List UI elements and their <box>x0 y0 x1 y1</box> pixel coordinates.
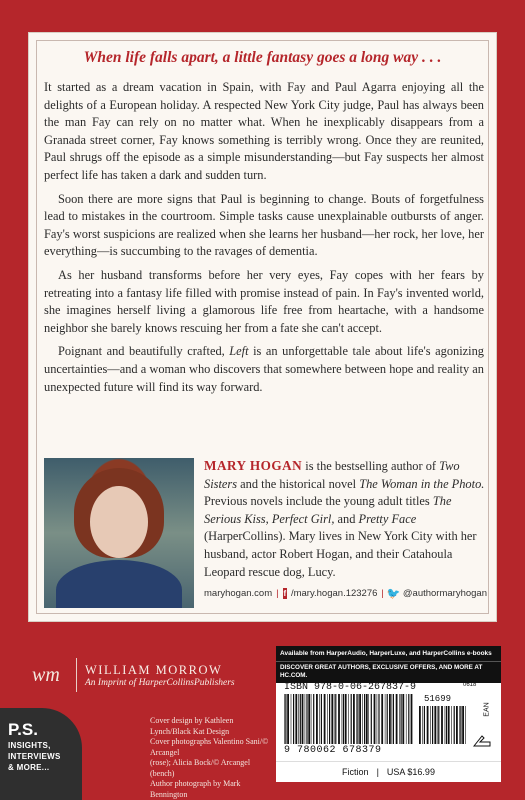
bio-text-4: and <box>334 511 359 526</box>
price-code: 0618 <box>463 682 477 688</box>
author-bio <box>204 457 487 581</box>
credit-line: Author photograph by Mark Bennington <box>150 779 241 799</box>
ps-line-2: INTERVIEWS <box>8 752 61 761</box>
ps-line-3: & MORE... <box>8 763 50 772</box>
publisher-name: WILLIAM MORROW <box>85 662 223 677</box>
social-separator-2: | <box>381 588 384 599</box>
ps-badge <box>0 708 82 800</box>
ean-label: EAN <box>483 702 491 717</box>
publisher-divider <box>76 658 77 692</box>
isbn-text: ISBN 978-0-06-267837-9 <box>284 682 417 693</box>
twitter-icon: 🐦 <box>386 588 401 600</box>
cover-credits <box>150 716 270 800</box>
bio-text-1: is the bestselling author of <box>302 459 440 473</box>
credit-line: Cover design by Kathleen Lynch/Black Kat Design <box>150 716 234 736</box>
addon-number: 51699 <box>424 694 452 704</box>
price-divider: | <box>376 767 379 777</box>
credit-line: (rose); Alicia Bock/© Arcangel (bench) <box>150 758 251 778</box>
genre-label: Fiction <box>342 767 369 777</box>
credit-line: Cover photographs Valentino Sani/© Arcangel <box>150 737 269 757</box>
bio-text-3: Previous novels include the young adult titles <box>204 494 433 509</box>
barcode-addon-bars <box>419 706 467 744</box>
facebook-link[interactable]: /mary.hogan.123276 <box>290 588 378 599</box>
publisher-logo: wm <box>32 663 60 686</box>
publisher-text <box>85 663 235 688</box>
bio-book-3: The Serious Kiss, Perfect Girl, <box>204 494 452 526</box>
price-line <box>276 761 501 782</box>
author-photo-face <box>90 486 148 558</box>
facebook-icon: f <box>283 589 287 598</box>
synopsis <box>44 79 484 402</box>
ps-title: P.S. <box>8 720 38 739</box>
ps-line-1: INSIGHTS, <box>8 741 51 750</box>
book-title: Left <box>229 344 249 359</box>
back-cover-panel <box>28 32 497 622</box>
barcode-bars <box>284 694 414 744</box>
publisher-imprint: An Imprint of HarperCollinsPublishers <box>85 677 235 688</box>
discover-notice: DISCOVER GREAT AUTHORS, EXCLUSIVE OFFERS, AND MORE AT HC.COM. <box>276 661 501 683</box>
synopsis-paragraph-3: As her husband transforms before her very eyes, Fay copes with her fears by retreating into a fantasy life filled with promise instead of pain. In Fay's invented world, she imagines herself living a glamorous life free from heartache, with a handsome neighbor she barely knows rescuing her from a fate she can't accept. <box>44 267 484 335</box>
synopsis-paragraph-1: It started as a dream vacation in Spain, with Fay and Paul Agarra enjoying all the delights of a European holiday. A respected New York City judge, Paul has always been the man Fay can rely on no matter what. When he inexplicably disappears from a Granada street corner, Fay knows something is terribly wrong. Once they are reunited, Paul shrugs off the episode as a simple misunderstanding—but Fay suspects her almost perfect life has taken a dark and sudden turn. <box>44 80 484 182</box>
website-link[interactable]: maryhogan.com <box>204 588 273 599</box>
synopsis-p4-end: is an unforgettable tale about life's agonizing uncertainties—and a woman who discovers that somewhere between hope and reality an unexpected future will find its way forward. <box>44 344 484 394</box>
author-photo <box>44 458 194 608</box>
author-socials <box>204 588 487 599</box>
barcode-number: 9 780062 678379 <box>284 745 382 756</box>
bio-book-2: The Woman in the Photo. <box>359 476 485 491</box>
bio-book-4: Pretty Face <box>358 511 417 526</box>
price-label: USA $16.99 <box>386 767 435 777</box>
synopsis-p4-start: Poignant and beautifully crafted, <box>58 344 230 359</box>
synopsis-paragraph-2: Soon there are more signs that Paul is beginning to change. Bouts of forgetfulness lead to mistakes in the courtroom. Simple tasks cause unexplainable outbursts of anger. Fay's worst suspicions are realized when she learns her husband—her rock, her love, her everything—is succumbing to the ravages of dementia. <box>44 191 484 259</box>
hand-pointer-icon <box>472 732 494 750</box>
synopsis-paragraph-4 <box>44 343 484 396</box>
tagline: When life falls apart, a little fantasy goes a long way . . . <box>83 49 442 66</box>
author-name: MARY HOGAN <box>204 458 303 473</box>
bio-text-2: and the historical novel <box>237 476 360 491</box>
bio-text-5: (HarperCollins). Mary lives in New York City with her husband, actor Robert Hogan, and their Catahoula Leopard rescue dog, Lucy. <box>204 529 477 579</box>
availability-notice: Available from HarperAudio, HarperLuxe, and HarperCollins e-books <box>276 646 501 661</box>
social-separator: | <box>276 588 279 599</box>
author-photo-shirt <box>56 560 182 608</box>
bio-book-1: Two Sisters <box>204 459 460 491</box>
barcode-box <box>276 646 501 782</box>
publisher-block <box>32 655 235 695</box>
twitter-link[interactable]: @authormaryhogan <box>402 588 487 599</box>
